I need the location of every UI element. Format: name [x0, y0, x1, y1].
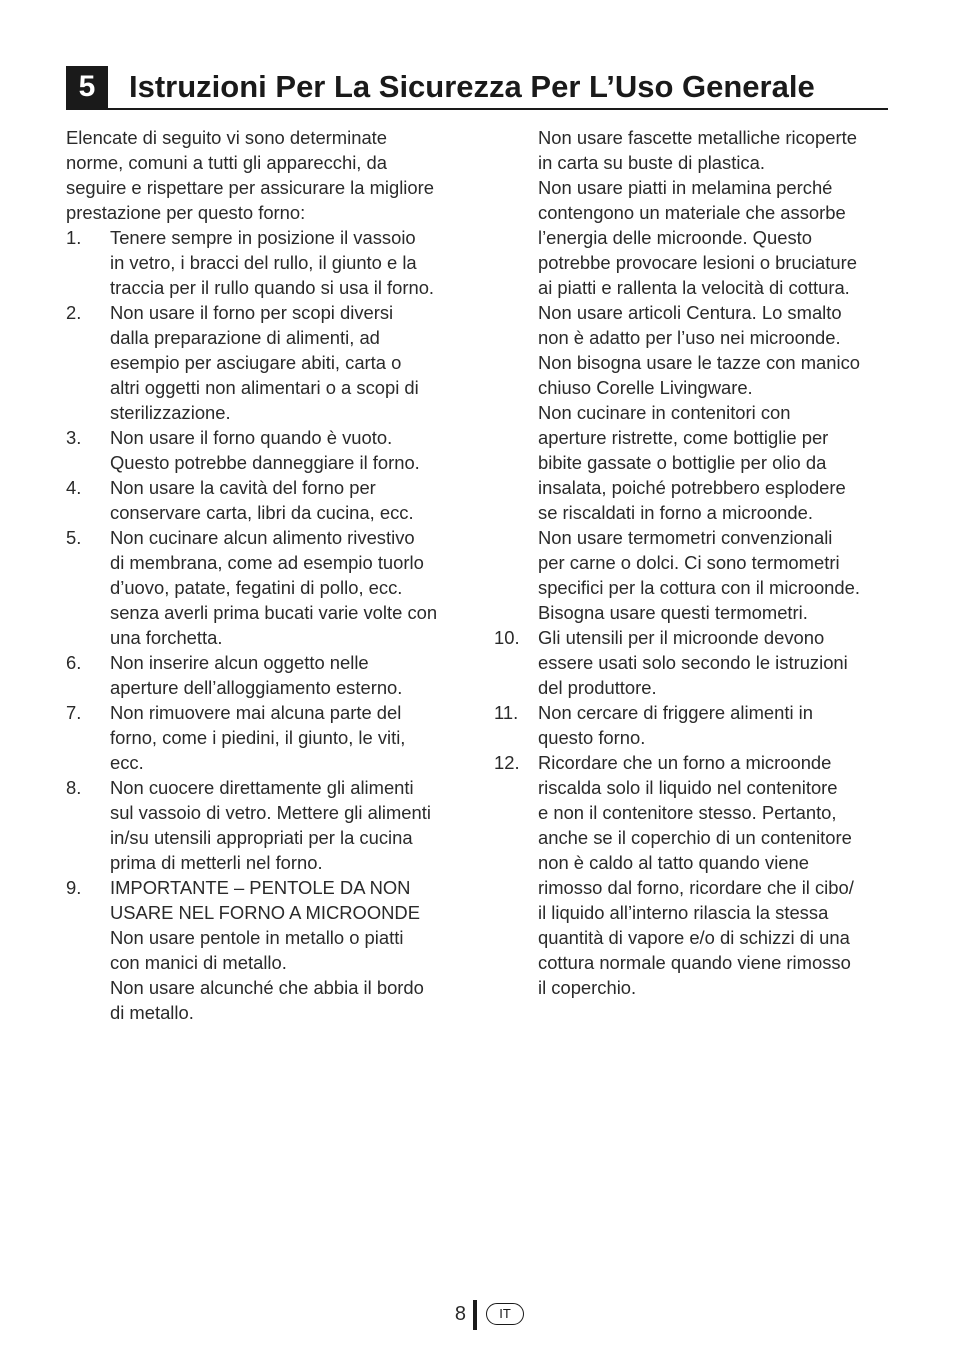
list-item-number: 5.	[66, 527, 82, 548]
text-line: USARE NEL FORNO A MICROONDE	[110, 902, 420, 923]
text-line: anche se il coperchio di un contenitore	[538, 827, 852, 848]
text-line: per carne o dolci. Ci sono termometri	[538, 552, 840, 573]
text-line: chiuso Corelle Livingware.	[538, 377, 753, 398]
text-line: altri oggetti non alimentari o a scopi di	[110, 377, 419, 398]
text-line: IMPORTANTE – PENTOLE DA NON	[110, 877, 411, 898]
item-9-continued	[494, 125, 894, 625]
list-item-number: 10.	[494, 627, 520, 648]
text-line: esempio per asciugare abiti, carta o	[110, 352, 402, 373]
text-line: Non usare il forno per scopi diversi	[110, 302, 394, 323]
text-line: d’uovo, patate, fegatini di pollo, ecc.	[110, 577, 403, 598]
list-item-number: 6.	[66, 652, 82, 673]
text-line: norme, comuni a tutti gli apparecchi, da	[66, 152, 387, 173]
text-line: senza averli prima bucati varie volte con	[110, 602, 438, 623]
list-item	[494, 750, 894, 1000]
text-line: dalla preparazione di alimenti, ad	[110, 327, 380, 348]
text-line: Non usare il forno quando è vuoto.	[110, 427, 393, 448]
text-line: una forchetta.	[110, 627, 223, 648]
list-item	[66, 525, 466, 650]
text-line: quantità di vapore e/o di schizzi di una	[538, 927, 850, 948]
text-line: rimosso dal forno, ricordare che il cibo/	[538, 877, 854, 898]
instruction-list-continued	[494, 625, 894, 1000]
text-line: cottura normale quando viene rimosso	[538, 952, 851, 973]
list-item	[66, 225, 466, 300]
text-line: in vetro, i bracci del rullo, il giunto e la	[110, 252, 417, 273]
list-item-number: 3.	[66, 427, 82, 448]
text-line: Bisogna usare questi termometri.	[538, 602, 808, 623]
list-item-number: 9.	[66, 877, 82, 898]
list-item-number: 2.	[66, 302, 82, 323]
text-line: il liquido all’interno rilascia la stessa	[538, 902, 829, 923]
list-item	[66, 475, 466, 525]
list-item-number: 8.	[66, 777, 82, 798]
text-line: forno, come i piedini, il giunto, le viti,	[110, 727, 406, 748]
text-line: e non il contenitore stesso. Pertanto,	[538, 802, 837, 823]
text-line: ai piatti e rallenta la velocità di cottura.	[538, 277, 850, 298]
text-line: sul vassoio di vetro. Mettere gli alimenti	[110, 802, 431, 823]
section-header	[66, 66, 888, 110]
text-line: Non usare la cavità del forno per	[110, 477, 376, 498]
text-line: l’energia delle microonde. Questo	[538, 227, 812, 248]
list-item-number: 11.	[494, 702, 519, 723]
text-line: Non inserire alcun oggetto nelle	[110, 652, 369, 673]
text-line: Non cucinare in contenitori con	[538, 402, 791, 423]
text-line: traccia per il rullo quando si usa il forno.	[110, 277, 435, 298]
footer-divider	[473, 1300, 477, 1330]
text-line: del produttore.	[538, 677, 657, 698]
instruction-list	[66, 225, 466, 1025]
text-line: Non usare alcunché che abbia il bordo	[110, 977, 424, 998]
text-line: in carta su buste di plastica.	[538, 152, 765, 173]
page-title: Istruzioni Per La Sicurezza Per L’Uso Generale	[129, 69, 815, 104]
list-item	[66, 650, 466, 700]
text-line: il coperchio.	[538, 977, 637, 998]
text-line: ecc.	[110, 752, 144, 773]
list-item	[66, 425, 466, 475]
list-item	[66, 775, 466, 875]
text-line: non è adatto per l’uso nei microonde.	[538, 327, 841, 348]
text-line: Non rimuovere mai alcuna parte del	[110, 702, 402, 723]
list-item-number: 7.	[66, 702, 82, 723]
left-column	[66, 125, 466, 1025]
right-column	[494, 125, 894, 1000]
text-line: Ricordare che un forno a microonde	[538, 752, 832, 773]
text-line: Non usare fascette metalliche ricoperte	[538, 127, 857, 148]
intro-paragraph	[66, 125, 466, 225]
text-line: seguire e rispettare per assicurare la migliore	[66, 177, 434, 198]
text-line: essere usati solo secondo le istruzioni	[538, 652, 848, 673]
list-item-number: 1.	[66, 227, 82, 248]
text-line: Non usare termometri convenzionali	[538, 527, 833, 548]
text-line: Non usare pentole in metallo o piatti	[110, 927, 404, 948]
text-line: prestazione per questo forno:	[66, 202, 306, 223]
text-line: bibite gassate o bottiglie per olio da	[538, 452, 827, 473]
text-line: Non cercare di friggere alimenti in	[538, 702, 813, 723]
text-line: sterilizzazione.	[110, 402, 231, 423]
text-line: se riscaldati in forno a microonde.	[538, 502, 813, 523]
section-number: 5	[66, 66, 108, 108]
text-line: non è caldo al tatto quando viene	[538, 852, 809, 873]
text-line: Non cuocere direttamente gli alimenti	[110, 777, 414, 798]
text-line: Non usare articoli Centura. Lo smalto	[538, 302, 842, 323]
text-line: potrebbe provocare lesioni o bruciature	[538, 252, 857, 273]
text-line: di membrana, come ad esempio tuorlo	[110, 552, 424, 573]
list-item	[494, 700, 894, 750]
text-line: di metallo.	[110, 1002, 194, 1023]
text-line: Non cucinare alcun alimento rivestivo	[110, 527, 415, 548]
text-line: Non bisogna usare le tazze con manico	[538, 352, 861, 373]
text-line: Non usare piatti in melamina perché	[538, 177, 833, 198]
text-line: conservare carta, libri da cucina, ecc.	[110, 502, 414, 523]
text-line: aperture dell’alloggiamento esterno.	[110, 677, 403, 698]
text-line: Tenere sempre in posizione il vassoio	[110, 227, 416, 248]
list-item	[66, 700, 466, 775]
text-line: Questo potrebbe danneggiare il forno.	[110, 452, 420, 473]
text-line: questo forno.	[538, 727, 646, 748]
text-line: prima di metterli nel forno.	[110, 852, 323, 873]
list-item	[66, 875, 466, 1025]
text-line: in/su utensili appropriati per la cucina	[110, 827, 413, 848]
text-line: specifici per la cottura con il microonde.	[538, 577, 860, 598]
list-item	[66, 300, 466, 425]
text-line: riscalda solo il liquido nel contenitore	[538, 777, 838, 798]
list-item-number: 4.	[66, 477, 82, 498]
text-line: insalata, poiché potrebbero esplodere	[538, 477, 846, 498]
page-number: 8	[454, 1303, 466, 1325]
text-line: aperture ristrette, come bottiglie per	[538, 427, 829, 448]
list-item	[494, 625, 894, 700]
list-item-number: 12.	[494, 752, 520, 773]
text-line: contengono un materiale che assorbe	[538, 202, 846, 223]
text-line: Gli utensili per il microonde devono	[538, 627, 825, 648]
language-badge: IT	[486, 1303, 524, 1325]
text-line: con manici di metallo.	[110, 952, 287, 973]
text-line: Elencate di seguito vi sono determinate	[66, 127, 388, 148]
